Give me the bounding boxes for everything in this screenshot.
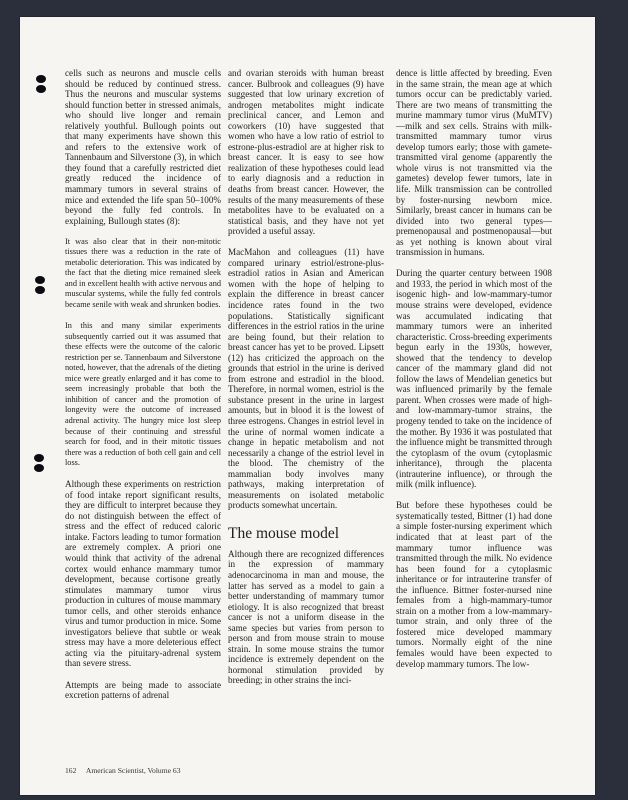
punch-hole <box>35 276 45 284</box>
text-column-1 <box>65 68 221 711</box>
page-footer <box>65 766 189 775</box>
journal-citation: American Scientist, Volume 63 <box>85 766 181 775</box>
text-column-3 <box>396 68 552 680</box>
paragraph: cells such as neurons and muscle cells should be reduced by continued stress. Thus the neurons and muscular systems should function better in stressed animals, who should live longer and remain relatively youthful. Bullough points out that many experiments have shown this and refers to the extensive work of Tannenbaum and Silverstone (3), in which they found that a carefully restricted diet greatly reduced the incidence of mammary tumors in several strains of mice and extended the life span 50–100% beyond the fully fed controls. In explaining, Bullough states (8): <box>65 68 221 226</box>
text-column-2 <box>228 68 384 697</box>
punch-hole <box>36 85 46 93</box>
paragraph: dence is little affected by breeding. Even in the same strain, the mean age at which tumors occur can be predictably varied. There are two means of transmitting the murine mammary tumor virus (MuMTV)—milk and sex cells. Strains with milk-transmitted mammary tumor virus develop tumors early; those with gamete-transmitted viral genome (apparently the whole virus is not transmitted via the gametes) develop fewer tumors, late in life. Milk transmission can be controlled by foster-nursing newborn mice. Similarly, breast cancer in humans can be divided into two general types—premenopausal and postmenopausal—but as yet nothing is known about viral transmission in humans. <box>396 68 552 258</box>
section-heading: The mouse model <box>228 524 340 542</box>
punch-hole <box>36 75 46 83</box>
paragraph: Although there are recognized differences in the expression of mammary adenocarcinoma in man and mouse, the latter has served as a model to gain a better understanding of mammary tumor etiology. It is also recognized that breast cancer is not a uniform disease in the same species but varies from person to person and from mouse strain to mouse strain. In some mouse strains the tumor incidence is extremely dependent on the hormonal stimulation provided by breeding; in other strains the inci- <box>228 548 384 686</box>
paragraph: But before these hypotheses could be systematically tested, Bittner (1) had done a simple foster-nursing experiment which indicated that at least part of the mammary tumor influence was transmitted through the milk. No evidence has been found for a cytoplasmic inheritance or for intrauterine transfer of the influence. Bittner foster-nursed nine females from a high-mammary-tumor strain on a mother from a low-mammary-tumor strain, and only three of the fostered mice developed mammary tumors. Normally eight of the nine females would have been expected to develop mammary tumors. The low- <box>396 500 552 669</box>
block-quote: In this and many similar experiments subsequently carried out it was assumed that these effects were the outcome of the caloric restriction per se. Tannenbaum and Silverstone noted, however, that the adrenals of the dieting mice were greatly enlarged and it has come to seem increasingly probable that both the inhibition of cancer and the promotion of longevity were the outcome of increased adrenal activity. The hungry mice lost sleep because of their continuing and stressful search for food, and in their mitotic tissues there was a reduction of both cell gain and cell loss. <box>65 321 221 468</box>
punch-hole <box>34 464 44 472</box>
paragraph: During the quarter century between 1908 and 1933, the period in which most of the isogenic high- and low-mammary-tumor mouse strains were developed, evidence was accumulated indicating that mammary tumors were an inherited characteristic. Cross-breeding experiments begun early in the 1930s, however, showed that the tendency to develop cancer of the mammary gland did not follow the laws of Mendelian genetics but was influenced primarily by the female parent. When crosses were made of high- and low-mammary-tumor strains, the progeny tended to take on the incidence of the mother. By 1936 it was postulated that the influence might be transmitted through the cytoplasm of the ovum (cytoplasmic inheritance), through the placenta (intrauterine influence), or through the milk (milk influence). <box>396 268 552 490</box>
paragraph: Attempts are being made to associate excretion patterns of adrenal <box>65 679 221 701</box>
punch-hole <box>34 454 44 462</box>
punch-hole <box>35 286 45 294</box>
block-quote: It was also clear that in their non-mitotic tissues there was a reduction in the rate of metabolic deterioration. This was indicated by the fact that the dieting mice remained sleek and in excellent health with active nervous and muscular systems, while the fully fed controls became senile with weak and shrunken bodies. <box>65 236 221 309</box>
page-number: 162 <box>65 766 77 775</box>
paragraph: Although these experiments on restriction of food intake report significant results, they are difficult to interpret because they do not distinguish between the effect of stress and the effect of reduced caloric intake. Factors leading to tumor formation are extremely complex. A priori one would think that activity of the adrenal cortex would enhance mammary tumor development, because cortisone greatly stimulates mammary tumor virus production in cultures of mouse mammary tumor cells, and other steroids enhance virus and tumor production in mice. Some investigators believe that subtle or weak stress may have a more deleterious effect acting via the pituitary-adrenal system than severe stress. <box>65 479 221 669</box>
paragraph: MacMahon and colleagues (11) have compared urinary estriol/estrone-plus-estradiol ratios in Asian and American women with the hope of helping to explain the difference in breast cancer incidence rates found in the two populations. Statistically significant differences in the estriol ratios in the urine are being found, but their relation to breast cancer has yet to be proved. Lipsett (12) has criticized the approach on the grounds that estriol in the urine is derived from estrone and estradiol in the blood. Therefore, in normal women, estriol is the substance present in the urine in largest amounts, but in blood it is the lowest of three estrogens. Changes in estriol level in the urine of normal women indicate a change in hepatic metabolism and not necessarily a change of the estriol level in the blood. The chemistry of the mammalian body involves many pathways, making interpretation of measurements on isolated metabolic products somewhat uncertain. <box>228 247 384 511</box>
paragraph: and ovarian steroids with human breast cancer. Bulbrook and colleagues (9) have suggested that low urinary excretion of androgen metabolites might indicate preclinical cancer, and Lemon and coworkers (10) have suggested that women who have a low ratio of estriol to estrone-plus-estradiol are at higher risk to breast cancer. It is easy to see how realization of these hypotheses could lead to early diagnosis and a reduction in deaths from breast cancer. However, the results of the many measurements of these metabolites have to be evaluated on a statistical basis, and they have not yet provided a useful assay. <box>228 68 384 237</box>
